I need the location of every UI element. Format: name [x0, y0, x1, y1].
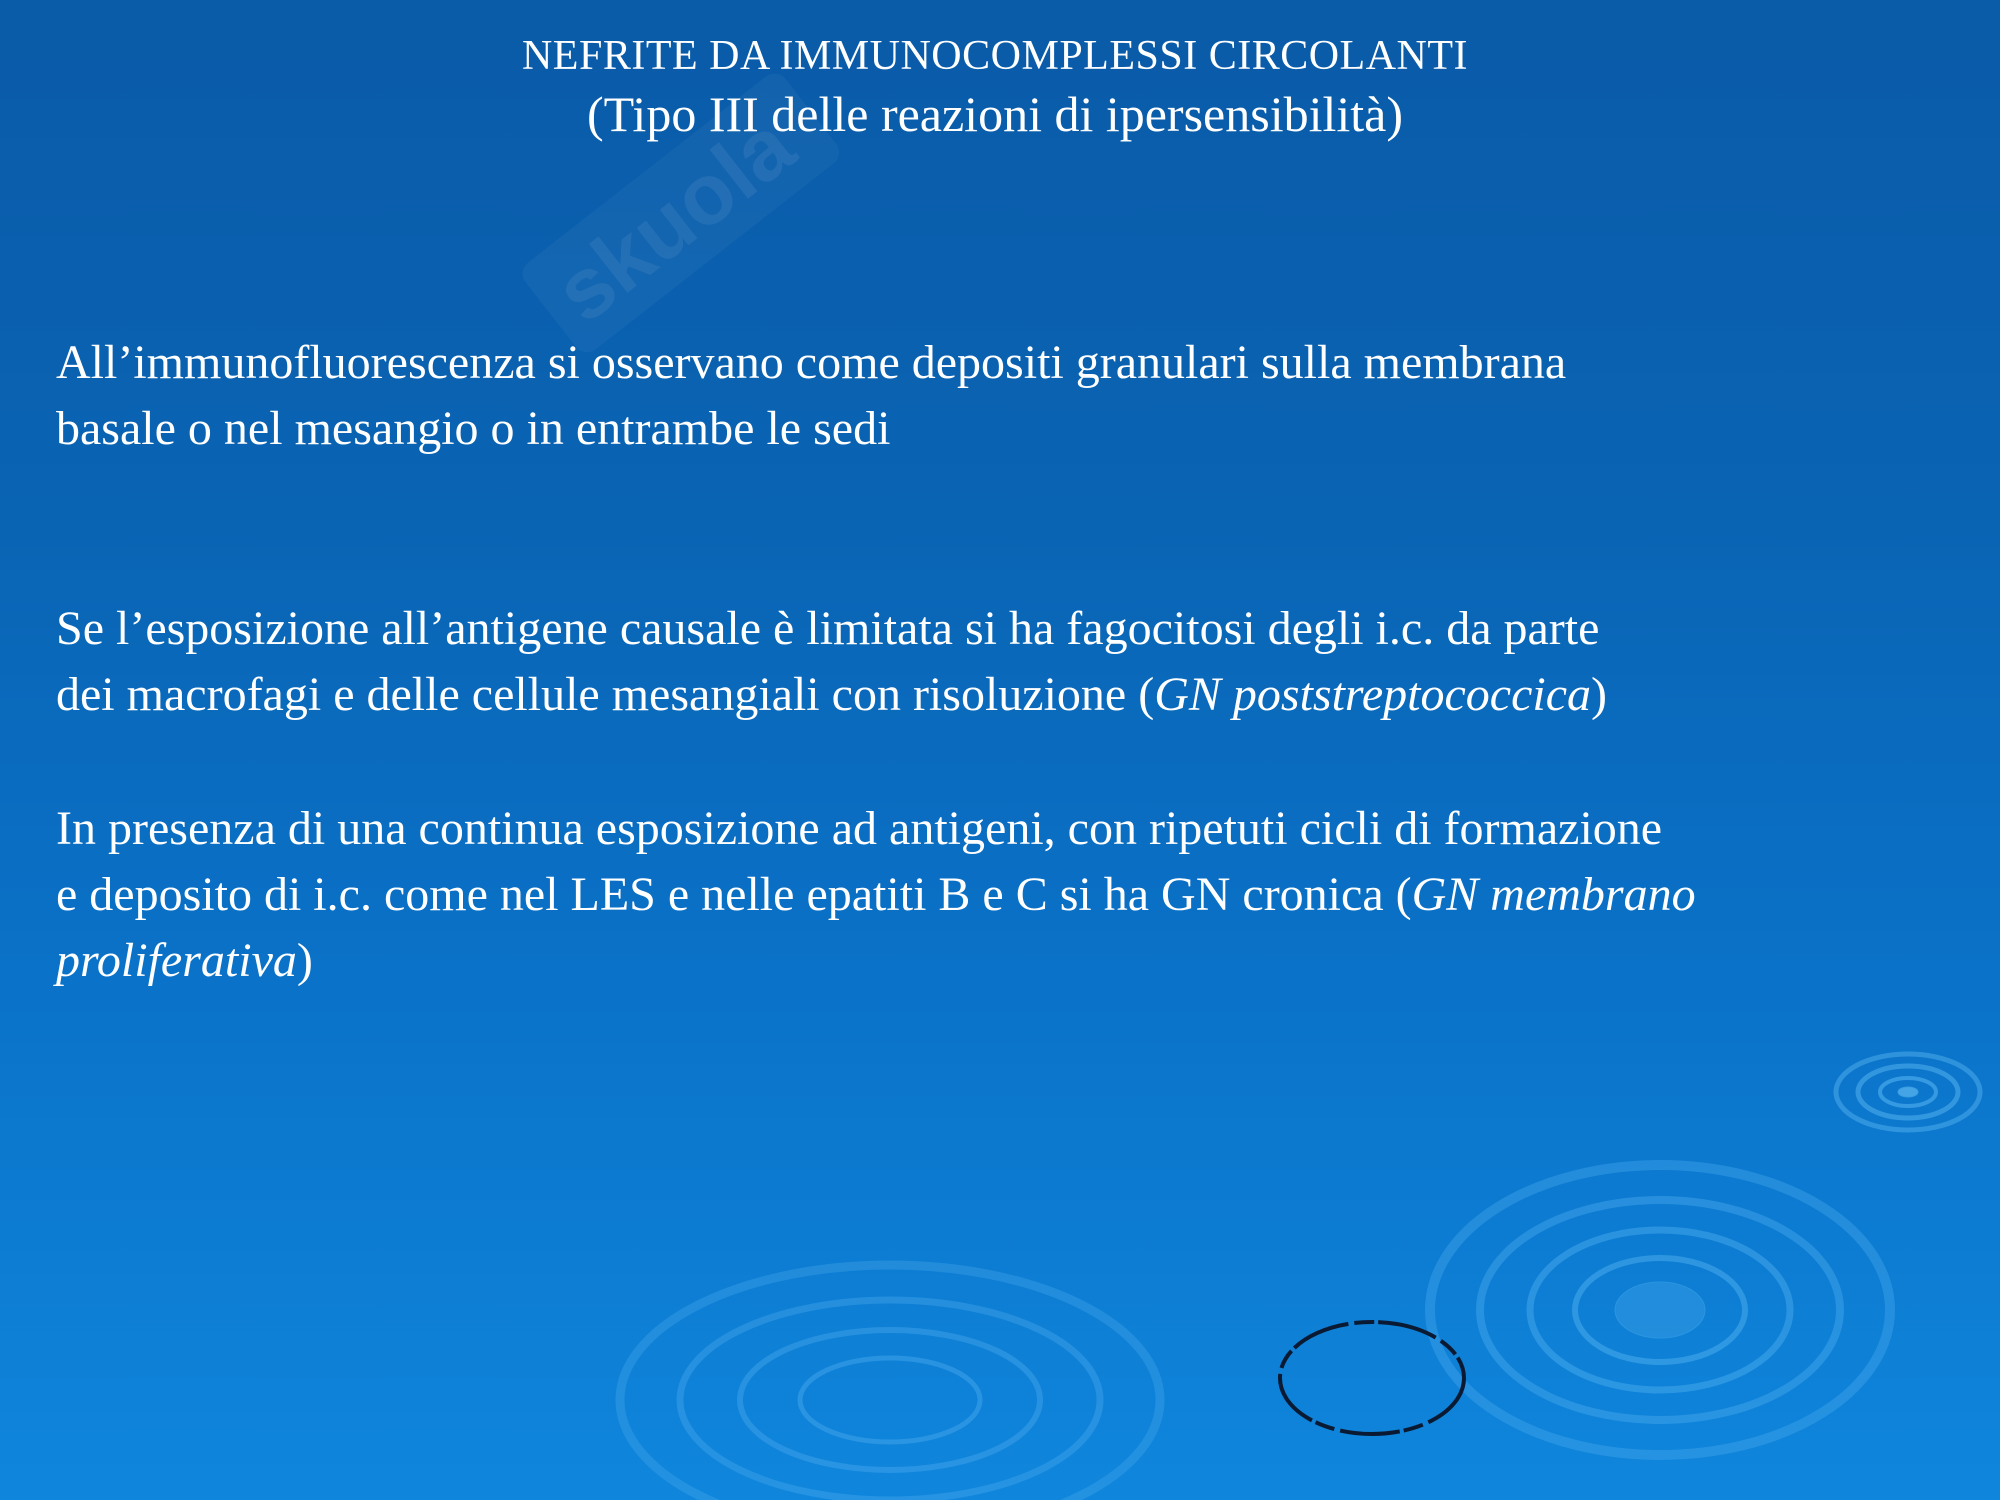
paragraph-limited-exposure — [56, 596, 1956, 728]
paragraph1-line1: All’immunofluorescenza si osservano come depositi granulari sulla membrana — [56, 336, 1567, 389]
paragraph3-italic-term-part2: proliferativa — [56, 934, 297, 987]
paragraph2-italic-term: GN poststreptococcica — [1154, 668, 1592, 721]
ripple-small — [1836, 1054, 1980, 1130]
paragraph2-line2-text: dei macrofagi e delle cellule mesangiali con risoluzione ( — [56, 668, 1155, 721]
paragraph3-close-paren: ) — [296, 934, 313, 987]
slide-title — [0, 30, 1990, 146]
title-subtitle: (Tipo III delle reazioni di ipersensibilità) — [587, 86, 1403, 142]
watermark-text: skuola — [537, 97, 812, 341]
paragraph2-close-paren: ) — [1591, 668, 1608, 721]
paragraph1-line2: basale o nel mesangio o in entrambe le sedi — [56, 402, 891, 455]
paragraph3-line3 — [56, 928, 1956, 994]
paragraph-immunofluorescence — [56, 330, 1956, 462]
paragraph3-line1: In presenza di una continua esposizione ad antigeni, con ripetuti cicli di formazione — [56, 802, 1663, 855]
paragraph2-line2 — [56, 662, 1956, 728]
ripple-large — [1430, 1165, 1890, 1455]
paragraph-continuous-exposure — [56, 796, 1956, 994]
paragraph2-line1: Se l’esposizione all’antigene causale è limitata si ha fagocitosi degli i.c. da parte — [56, 602, 1600, 655]
title-main: NEFRITE DA IMMUNOCOMPLESSI CIRCOLANTI — [521, 33, 1469, 79]
paragraph3-line2-text: e deposito di i.c. come nel LES e nelle epatiti B e C si ha GN cronica ( — [56, 868, 1412, 921]
paragraph3-line2 — [56, 862, 1956, 928]
ripple-bottom — [620, 1265, 1160, 1500]
paragraph3-italic-term-part1: GN membrano — [1411, 868, 1696, 921]
